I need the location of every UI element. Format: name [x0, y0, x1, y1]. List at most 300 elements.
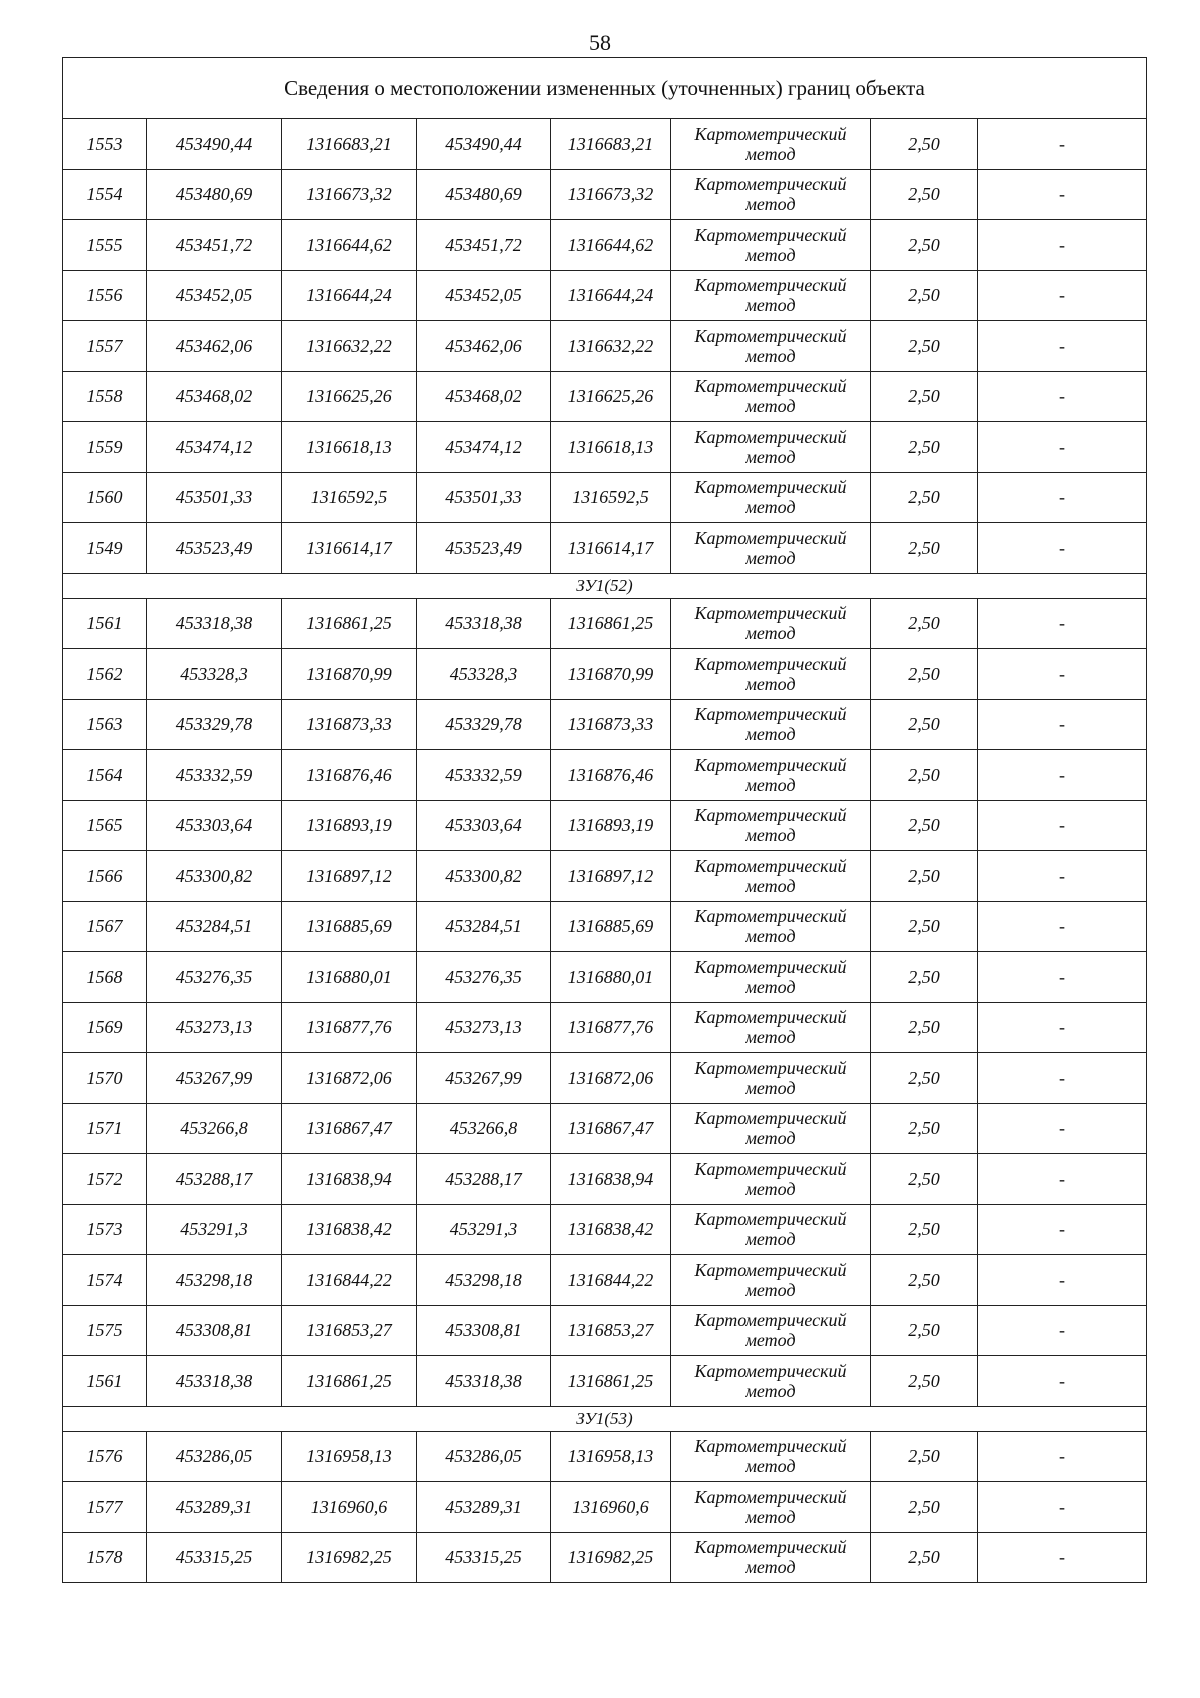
page-number: 58	[589, 30, 611, 55]
refined-y-cell: 1316614,17	[551, 523, 671, 574]
description-cell: -	[978, 1053, 1147, 1104]
point-number-cell: 1561	[63, 1356, 147, 1407]
refined-y-cell: 1316632,22	[551, 321, 671, 372]
accuracy-cell: 2,50	[871, 1431, 978, 1482]
method-line: Картометрический	[694, 1310, 847, 1331]
refined-x-cell: 453298,18	[417, 1255, 551, 1306]
description-cell: -	[978, 1356, 1147, 1407]
accuracy-cell: 2,50	[871, 270, 978, 321]
method-cell	[671, 371, 871, 422]
existing-x-cell: 453329,78	[147, 699, 282, 750]
existing-x-cell: 453276,35	[147, 952, 282, 1003]
refined-x-cell: 453480,69	[417, 169, 551, 220]
existing-y-cell: 1316960,6	[282, 1482, 417, 1533]
method-line: Картометрический	[694, 174, 847, 195]
point-number-cell: 1572	[63, 1154, 147, 1205]
accuracy-cell: 2,50	[871, 1002, 978, 1053]
accuracy-cell: 2,50	[871, 750, 978, 801]
accuracy-cell: 2,50	[871, 1204, 978, 1255]
refined-x-cell: 453490,44	[417, 119, 551, 170]
description-cell: -	[978, 598, 1147, 649]
existing-x-cell: 453328,3	[147, 649, 282, 700]
method-cell	[671, 523, 871, 574]
method-line: Картометрический	[694, 275, 847, 296]
point-number-cell: 1575	[63, 1305, 147, 1356]
accuracy-cell: 2,50	[871, 1103, 978, 1154]
description-cell: -	[978, 371, 1147, 422]
description-cell: -	[978, 699, 1147, 750]
refined-y-cell: 1316876,46	[551, 750, 671, 801]
table-row	[63, 1154, 1147, 1205]
method-cell	[671, 1154, 871, 1205]
existing-x-cell: 453315,25	[147, 1532, 282, 1583]
accuracy-cell: 2,50	[871, 119, 978, 170]
existing-y-cell: 1316625,26	[282, 371, 417, 422]
refined-x-cell: 453332,59	[417, 750, 551, 801]
refined-x-cell: 453318,38	[417, 1356, 551, 1407]
method-line: метод	[745, 497, 796, 518]
method-line: метод	[745, 1330, 796, 1351]
method-line: метод	[745, 1178, 796, 1199]
method-line: метод	[745, 926, 796, 947]
table-row	[63, 901, 1147, 952]
point-number-cell: 1569	[63, 1002, 147, 1053]
accuracy-cell: 2,50	[871, 220, 978, 271]
method-cell	[671, 1482, 871, 1533]
point-number-cell: 1557	[63, 321, 147, 372]
point-number-cell: 1567	[63, 901, 147, 952]
description-cell: -	[978, 750, 1147, 801]
method-line: метод	[745, 875, 796, 896]
table-row	[63, 952, 1147, 1003]
point-number-cell: 1570	[63, 1053, 147, 1104]
method-cell	[671, 750, 871, 801]
accuracy-cell: 2,50	[871, 1154, 978, 1205]
refined-y-cell: 1316982,25	[551, 1532, 671, 1583]
method-line: Картометрический	[694, 1486, 847, 1507]
accuracy-cell: 2,50	[871, 699, 978, 750]
method-cell	[671, 1002, 871, 1053]
method-cell	[671, 952, 871, 1003]
refined-x-cell: 453267,99	[417, 1053, 551, 1104]
method-line: Картометрический	[694, 376, 847, 397]
existing-x-cell: 453523,49	[147, 523, 282, 574]
method-cell	[671, 800, 871, 851]
existing-x-cell: 453318,38	[147, 598, 282, 649]
existing-y-cell: 1316618,13	[282, 422, 417, 473]
section-header-row	[63, 573, 1147, 598]
accuracy-cell: 2,50	[871, 371, 978, 422]
point-number-cell: 1555	[63, 220, 147, 271]
existing-y-cell: 1316838,42	[282, 1204, 417, 1255]
method-line: метод	[745, 673, 796, 694]
existing-y-cell: 1316644,62	[282, 220, 417, 271]
table-body	[63, 58, 1147, 1583]
refined-y-cell: 1316872,06	[551, 1053, 671, 1104]
table-row	[63, 649, 1147, 700]
existing-y-cell: 1316870,99	[282, 649, 417, 700]
accuracy-cell: 2,50	[871, 649, 978, 700]
method-line: Картометрический	[694, 754, 847, 775]
refined-y-cell: 1316838,42	[551, 1204, 671, 1255]
method-line: метод	[745, 825, 796, 846]
method-line: метод	[745, 623, 796, 644]
existing-x-cell: 453288,17	[147, 1154, 282, 1205]
method-cell	[671, 1053, 871, 1104]
refined-y-cell: 1316644,24	[551, 270, 671, 321]
table-row	[63, 1002, 1147, 1053]
existing-y-cell: 1316982,25	[282, 1532, 417, 1583]
method-line: метод	[745, 1229, 796, 1250]
method-line: Картометрический	[694, 1057, 847, 1078]
refined-x-cell: 453523,49	[417, 523, 551, 574]
refined-y-cell: 1316592,5	[551, 472, 671, 523]
method-cell	[671, 1431, 871, 1482]
accuracy-cell: 2,50	[871, 1356, 978, 1407]
method-line: метод	[745, 976, 796, 997]
accuracy-cell: 2,50	[871, 169, 978, 220]
method-line: метод	[745, 1077, 796, 1098]
method-line: Картометрический	[694, 1436, 847, 1457]
refined-x-cell: 453328,3	[417, 649, 551, 700]
table-row	[63, 1532, 1147, 1583]
point-number-cell: 1549	[63, 523, 147, 574]
refined-x-cell: 453273,13	[417, 1002, 551, 1053]
method-cell	[671, 472, 871, 523]
description-cell: -	[978, 800, 1147, 851]
method-line: метод	[745, 1506, 796, 1527]
method-line: метод	[745, 194, 796, 215]
method-cell	[671, 649, 871, 700]
method-line: метод	[745, 446, 796, 467]
method-cell	[671, 1532, 871, 1583]
refined-x-cell: 453329,78	[417, 699, 551, 750]
refined-y-cell: 1316897,12	[551, 851, 671, 902]
method-line: метод	[745, 1279, 796, 1300]
method-line: Картометрический	[694, 653, 847, 674]
method-line: метод	[745, 244, 796, 265]
description-cell: -	[978, 1431, 1147, 1482]
existing-y-cell: 1316873,33	[282, 699, 417, 750]
accuracy-cell: 2,50	[871, 901, 978, 952]
table-row	[63, 1356, 1147, 1407]
method-cell	[671, 1103, 871, 1154]
refined-y-cell: 1316873,33	[551, 699, 671, 750]
accuracy-cell: 2,50	[871, 1482, 978, 1533]
method-line: Картометрический	[694, 1007, 847, 1028]
description-cell: -	[978, 901, 1147, 952]
refined-x-cell: 453303,64	[417, 800, 551, 851]
refined-y-cell: 1316618,13	[551, 422, 671, 473]
table-row	[63, 1305, 1147, 1356]
point-number-cell: 1558	[63, 371, 147, 422]
table-title: Сведения о местоположении измененных (уточненных) границ объекта	[63, 58, 1147, 119]
existing-x-cell: 453462,06	[147, 321, 282, 372]
existing-x-cell: 453289,31	[147, 1482, 282, 1533]
point-number-cell: 1568	[63, 952, 147, 1003]
description-cell: -	[978, 952, 1147, 1003]
existing-y-cell: 1316872,06	[282, 1053, 417, 1104]
refined-x-cell: 453468,02	[417, 371, 551, 422]
refined-x-cell: 453318,38	[417, 598, 551, 649]
existing-x-cell: 453291,3	[147, 1204, 282, 1255]
method-cell	[671, 422, 871, 473]
accuracy-cell: 2,50	[871, 422, 978, 473]
existing-y-cell: 1316880,01	[282, 952, 417, 1003]
existing-x-cell: 453284,51	[147, 901, 282, 952]
description-cell: -	[978, 1204, 1147, 1255]
method-cell	[671, 1305, 871, 1356]
method-cell	[671, 119, 871, 170]
point-number-cell: 1574	[63, 1255, 147, 1306]
description-cell: -	[978, 1255, 1147, 1306]
accuracy-cell: 2,50	[871, 952, 978, 1003]
accuracy-cell: 2,50	[871, 1053, 978, 1104]
method-line: Картометрический	[694, 1360, 847, 1381]
description-cell: -	[978, 270, 1147, 321]
method-line: Картометрический	[694, 477, 847, 498]
method-cell	[671, 169, 871, 220]
method-line: Картометрический	[694, 855, 847, 876]
table-row	[63, 750, 1147, 801]
method-line: метод	[745, 724, 796, 745]
method-line: Картометрический	[694, 426, 847, 447]
accuracy-cell: 2,50	[871, 598, 978, 649]
table-row	[63, 119, 1147, 170]
point-number-cell: 1560	[63, 472, 147, 523]
method-line: метод	[745, 547, 796, 568]
method-line: Картометрический	[694, 805, 847, 826]
description-cell: -	[978, 119, 1147, 170]
point-number-cell: 1566	[63, 851, 147, 902]
existing-y-cell: 1316897,12	[282, 851, 417, 902]
accuracy-cell: 2,50	[871, 321, 978, 372]
existing-y-cell: 1316632,22	[282, 321, 417, 372]
point-number-cell: 1565	[63, 800, 147, 851]
existing-y-cell: 1316673,32	[282, 169, 417, 220]
method-line: Картометрический	[694, 1259, 847, 1280]
refined-x-cell: 453291,3	[417, 1204, 551, 1255]
refined-y-cell: 1316673,32	[551, 169, 671, 220]
description-cell: -	[978, 472, 1147, 523]
method-line: метод	[745, 1027, 796, 1048]
method-cell	[671, 699, 871, 750]
existing-y-cell: 1316853,27	[282, 1305, 417, 1356]
point-number-cell: 1578	[63, 1532, 147, 1583]
refined-x-cell: 453289,31	[417, 1482, 551, 1533]
existing-x-cell: 453273,13	[147, 1002, 282, 1053]
description-cell: -	[978, 1154, 1147, 1205]
existing-x-cell: 453308,81	[147, 1305, 282, 1356]
existing-x-cell: 453266,8	[147, 1103, 282, 1154]
boundary-coordinates-table	[62, 57, 1147, 1583]
refined-y-cell: 1316844,22	[551, 1255, 671, 1306]
method-cell	[671, 270, 871, 321]
existing-y-cell: 1316893,19	[282, 800, 417, 851]
table-row	[63, 270, 1147, 321]
existing-x-cell: 453267,99	[147, 1053, 282, 1104]
point-number-cell: 1554	[63, 169, 147, 220]
refined-y-cell: 1316877,76	[551, 1002, 671, 1053]
description-cell: -	[978, 1482, 1147, 1533]
method-line: Картометрический	[694, 1108, 847, 1129]
existing-y-cell: 1316838,94	[282, 1154, 417, 1205]
existing-y-cell: 1316614,17	[282, 523, 417, 574]
method-line: метод	[745, 1380, 796, 1401]
table-row	[63, 1255, 1147, 1306]
table-row	[63, 220, 1147, 271]
existing-y-cell: 1316592,5	[282, 472, 417, 523]
refined-y-cell: 1316625,26	[551, 371, 671, 422]
point-number-cell: 1564	[63, 750, 147, 801]
table-row	[63, 472, 1147, 523]
refined-y-cell: 1316958,13	[551, 1431, 671, 1482]
method-line: метод	[745, 143, 796, 164]
section-label: ЗУ1(53)	[63, 1406, 1147, 1431]
table-row	[63, 422, 1147, 473]
refined-x-cell: 453300,82	[417, 851, 551, 902]
table-row	[63, 851, 1147, 902]
refined-y-cell: 1316683,21	[551, 119, 671, 170]
refined-y-cell: 1316861,25	[551, 598, 671, 649]
table-row	[63, 1431, 1147, 1482]
refined-y-cell: 1316644,62	[551, 220, 671, 271]
existing-y-cell: 1316683,21	[282, 119, 417, 170]
existing-x-cell: 453318,38	[147, 1356, 282, 1407]
refined-y-cell: 1316861,25	[551, 1356, 671, 1407]
accuracy-cell: 2,50	[871, 800, 978, 851]
method-line: Картометрический	[694, 704, 847, 725]
table-row	[63, 321, 1147, 372]
refined-y-cell: 1316893,19	[551, 800, 671, 851]
method-line: метод	[745, 396, 796, 417]
accuracy-cell: 2,50	[871, 851, 978, 902]
existing-y-cell: 1316644,24	[282, 270, 417, 321]
existing-y-cell: 1316877,76	[282, 1002, 417, 1053]
point-number-cell: 1553	[63, 119, 147, 170]
method-cell	[671, 220, 871, 271]
refined-x-cell: 453288,17	[417, 1154, 551, 1205]
method-line: Картометрический	[694, 123, 847, 144]
description-cell: -	[978, 649, 1147, 700]
refined-x-cell: 453315,25	[417, 1532, 551, 1583]
refined-x-cell: 453276,35	[417, 952, 551, 1003]
existing-y-cell: 1316861,25	[282, 598, 417, 649]
description-cell: -	[978, 1002, 1147, 1053]
method-line: Картометрический	[694, 603, 847, 624]
method-cell	[671, 1204, 871, 1255]
accuracy-cell: 2,50	[871, 472, 978, 523]
refined-y-cell: 1316885,69	[551, 901, 671, 952]
method-line: метод	[745, 774, 796, 795]
method-line: метод	[745, 1557, 796, 1578]
accuracy-cell: 2,50	[871, 1255, 978, 1306]
refined-x-cell: 453308,81	[417, 1305, 551, 1356]
method-cell	[671, 1255, 871, 1306]
method-cell	[671, 321, 871, 372]
existing-y-cell: 1316867,47	[282, 1103, 417, 1154]
existing-x-cell: 453480,69	[147, 169, 282, 220]
existing-y-cell: 1316958,13	[282, 1431, 417, 1482]
existing-x-cell: 453303,64	[147, 800, 282, 851]
refined-y-cell: 1316867,47	[551, 1103, 671, 1154]
method-line: Картометрический	[694, 1158, 847, 1179]
description-cell: -	[978, 1532, 1147, 1583]
refined-x-cell: 453452,05	[417, 270, 551, 321]
point-number-cell: 1561	[63, 598, 147, 649]
existing-x-cell: 453501,33	[147, 472, 282, 523]
point-number-cell: 1559	[63, 422, 147, 473]
method-line: метод	[745, 295, 796, 316]
existing-y-cell: 1316861,25	[282, 1356, 417, 1407]
existing-y-cell: 1316876,46	[282, 750, 417, 801]
table-row	[63, 1204, 1147, 1255]
refined-y-cell: 1316870,99	[551, 649, 671, 700]
accuracy-cell: 2,50	[871, 523, 978, 574]
existing-x-cell: 453298,18	[147, 1255, 282, 1306]
refined-x-cell: 453462,06	[417, 321, 551, 372]
refined-y-cell: 1316838,94	[551, 1154, 671, 1205]
description-cell: -	[978, 523, 1147, 574]
point-number-cell: 1573	[63, 1204, 147, 1255]
existing-x-cell: 453300,82	[147, 851, 282, 902]
table-title-row	[63, 58, 1147, 119]
point-number-cell: 1577	[63, 1482, 147, 1533]
existing-x-cell: 453474,12	[147, 422, 282, 473]
description-cell: -	[978, 851, 1147, 902]
table-row	[63, 1482, 1147, 1533]
refined-x-cell: 453284,51	[417, 901, 551, 952]
description-cell: -	[978, 169, 1147, 220]
section-header-row	[63, 1406, 1147, 1431]
refined-y-cell: 1316853,27	[551, 1305, 671, 1356]
accuracy-cell: 2,50	[871, 1532, 978, 1583]
description-cell: -	[978, 321, 1147, 372]
description-cell: -	[978, 1305, 1147, 1356]
table-row	[63, 523, 1147, 574]
existing-x-cell: 453332,59	[147, 750, 282, 801]
refined-x-cell: 453474,12	[417, 422, 551, 473]
point-number-cell: 1576	[63, 1431, 147, 1482]
table-row	[63, 1103, 1147, 1154]
method-cell	[671, 1356, 871, 1407]
method-cell	[671, 901, 871, 952]
method-line: метод	[745, 1456, 796, 1477]
method-line: Картометрический	[694, 906, 847, 927]
table-row	[63, 800, 1147, 851]
method-line: Картометрический	[694, 224, 847, 245]
method-line: метод	[745, 1128, 796, 1149]
existing-x-cell: 453452,05	[147, 270, 282, 321]
method-line: Картометрический	[694, 1537, 847, 1558]
refined-x-cell: 453451,72	[417, 220, 551, 271]
table-row	[63, 598, 1147, 649]
method-cell	[671, 598, 871, 649]
method-line: Картометрический	[694, 1209, 847, 1230]
accuracy-cell: 2,50	[871, 1305, 978, 1356]
method-line: Картометрический	[694, 527, 847, 548]
refined-y-cell: 1316960,6	[551, 1482, 671, 1533]
section-label: ЗУ1(52)	[63, 573, 1147, 598]
existing-x-cell: 453286,05	[147, 1431, 282, 1482]
table-row	[63, 371, 1147, 422]
table-row	[63, 1053, 1147, 1104]
method-line: метод	[745, 345, 796, 366]
description-cell: -	[978, 1103, 1147, 1154]
existing-y-cell: 1316844,22	[282, 1255, 417, 1306]
table-row	[63, 169, 1147, 220]
description-cell: -	[978, 422, 1147, 473]
